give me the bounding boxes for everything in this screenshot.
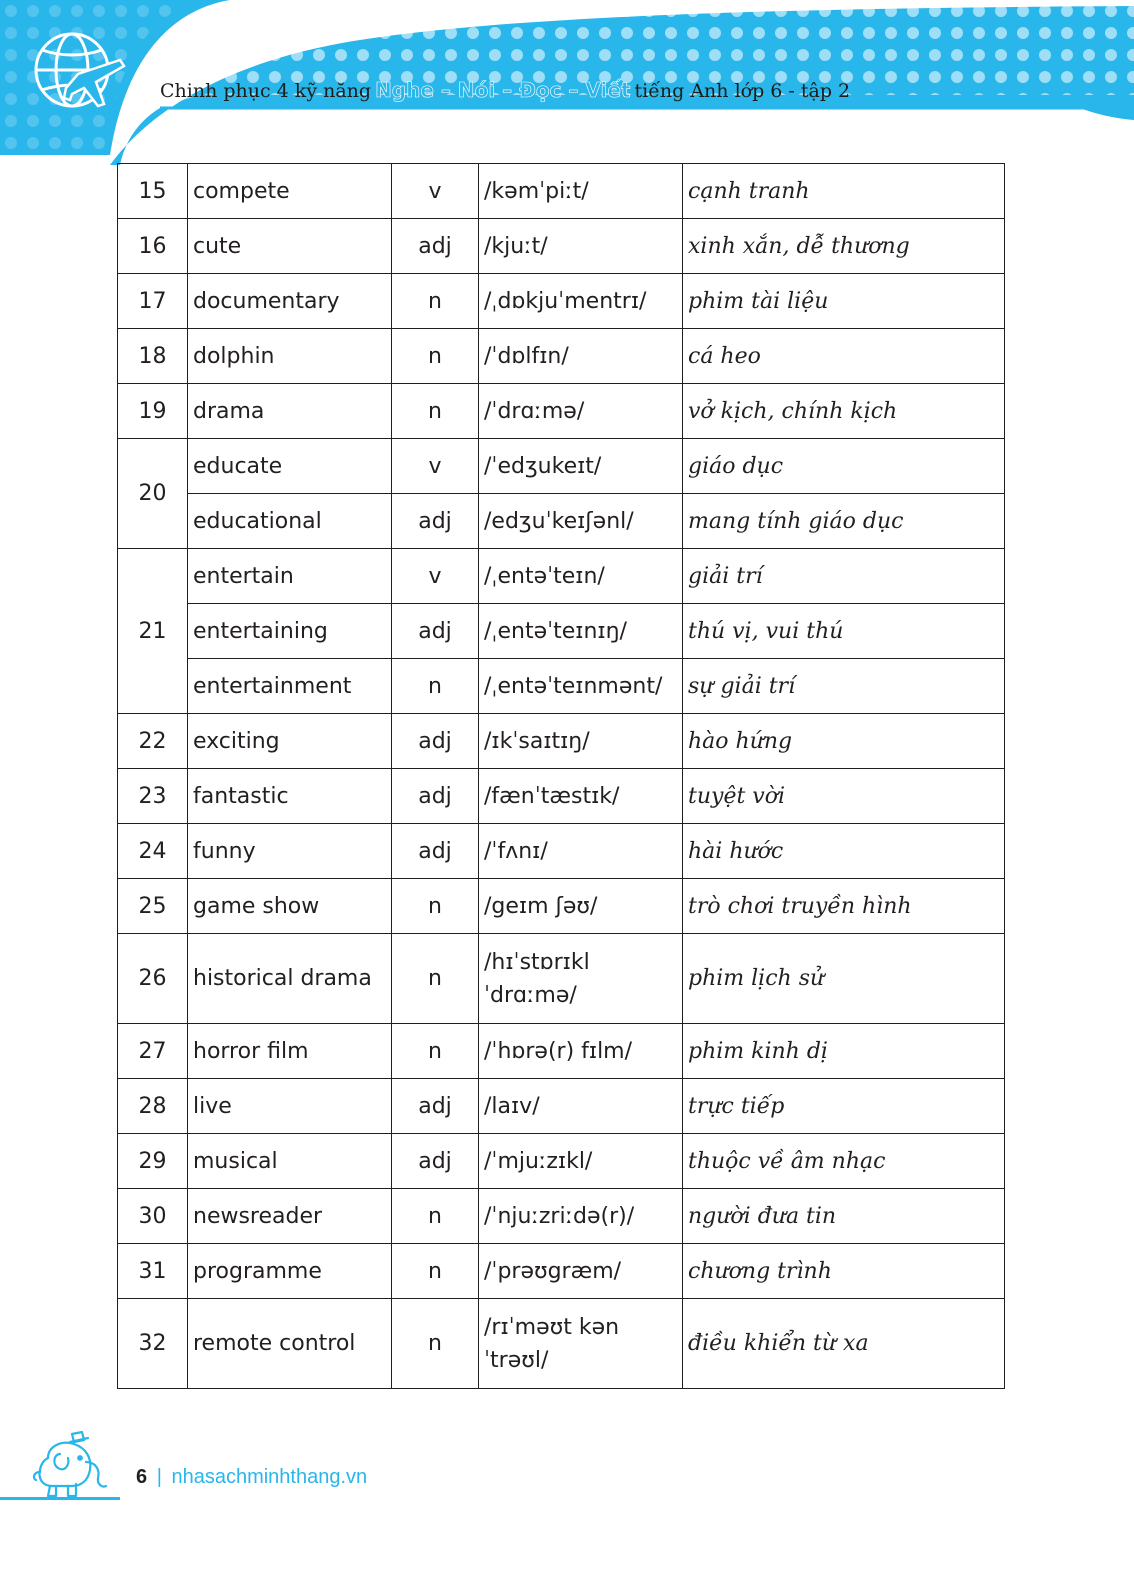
part-of-speech-cell: adj	[392, 219, 479, 274]
table-row	[118, 769, 1005, 824]
row-number: 26	[118, 934, 188, 1024]
pronunciation-cell: /ˈdrɑːmə/	[479, 384, 683, 439]
meaning-cell: phim kinh dị	[683, 1024, 1005, 1079]
page-number: 6	[136, 1466, 148, 1488]
table-row	[118, 714, 1005, 769]
word-cell: educate	[188, 439, 392, 494]
pronunciation-cell: /kəmˈpiːt/	[479, 164, 683, 219]
pronunciation-cell: /rɪˈməʊt kənˈtrəʊl/	[479, 1299, 683, 1389]
row-number: 19	[118, 384, 188, 439]
table-row	[118, 164, 1005, 219]
part-of-speech-cell: n	[392, 934, 479, 1024]
website-link[interactable]: nhasachminhthang.vn	[171, 1466, 368, 1488]
meaning-cell: phim lịch sử	[683, 934, 1005, 1024]
part-of-speech-cell: adj	[392, 769, 479, 824]
pronunciation-cell: /ˌentəˈteɪnmənt/	[479, 659, 683, 714]
meaning-cell: thuộc về âm nhạc	[683, 1134, 1005, 1189]
table-row	[118, 1134, 1005, 1189]
part-of-speech-cell: n	[392, 659, 479, 714]
row-number: 23	[118, 769, 188, 824]
table-row	[118, 934, 1005, 1024]
part-of-speech-cell: v	[392, 439, 479, 494]
table-row	[118, 494, 1005, 549]
pronunciation-cell: /ˈnjuːzriːdə(r)/	[479, 1189, 683, 1244]
row-number: 22	[118, 714, 188, 769]
footer-separator: |	[156, 1466, 162, 1488]
pronunciation-cell: /ˈdɒlfɪn/	[479, 329, 683, 384]
row-number: 20	[118, 439, 188, 549]
part-of-speech-cell: v	[392, 549, 479, 604]
pronunciation-cell: /kjuːt/	[479, 219, 683, 274]
word-cell: documentary	[188, 274, 392, 329]
row-number: 32	[118, 1299, 188, 1389]
meaning-cell: tuyệt vời	[683, 769, 1005, 824]
table-row	[118, 604, 1005, 659]
row-number: 31	[118, 1244, 188, 1299]
word-cell: exciting	[188, 714, 392, 769]
word-cell: live	[188, 1079, 392, 1134]
pronunciation-cell: /ˈfʌnɪ/	[479, 824, 683, 879]
meaning-cell: chương trình	[683, 1244, 1005, 1299]
word-cell: game show	[188, 879, 392, 934]
row-number: 27	[118, 1024, 188, 1079]
word-cell: entertainment	[188, 659, 392, 714]
part-of-speech-cell: n	[392, 1244, 479, 1299]
meaning-cell: sự giải trí	[683, 659, 1005, 714]
meaning-cell: hào hứng	[683, 714, 1005, 769]
footer-text	[136, 1466, 367, 1489]
meaning-cell: hài hước	[683, 824, 1005, 879]
word-cell: entertain	[188, 549, 392, 604]
part-of-speech-cell: adj	[392, 1079, 479, 1134]
table-row	[118, 1299, 1005, 1389]
meaning-cell: cạnh tranh	[683, 164, 1005, 219]
pronunciation-cell: /ˈmjuːzɪkl/	[479, 1134, 683, 1189]
word-cell: drama	[188, 384, 392, 439]
table-row	[118, 549, 1005, 604]
header-title-suffix: tiếng Anh lớp 6 - tập 2	[634, 80, 851, 102]
word-cell: remote control	[188, 1299, 392, 1389]
pronunciation-cell: /ˈprəʊgræm/	[479, 1244, 683, 1299]
word-cell: dolphin	[188, 329, 392, 384]
row-number: 28	[118, 1079, 188, 1134]
word-cell: newsreader	[188, 1189, 392, 1244]
part-of-speech-cell: v	[392, 164, 479, 219]
part-of-speech-cell: n	[392, 274, 479, 329]
pronunciation-cell: /ɪkˈsaɪtɪŋ/	[479, 714, 683, 769]
part-of-speech-cell: n	[392, 384, 479, 439]
part-of-speech-cell: adj	[392, 604, 479, 659]
part-of-speech-cell: n	[392, 1024, 479, 1079]
elephant-icon	[28, 1428, 110, 1500]
pronunciation-cell: /ˌentəˈteɪn/	[479, 549, 683, 604]
table-row	[118, 219, 1005, 274]
word-cell: historical drama	[188, 934, 392, 1024]
row-number: 25	[118, 879, 188, 934]
row-number: 30	[118, 1189, 188, 1244]
word-cell: cute	[188, 219, 392, 274]
pronunciation-cell: /ˈedʒukeɪt/	[479, 439, 683, 494]
row-number: 29	[118, 1134, 188, 1189]
meaning-cell: giáo dục	[683, 439, 1005, 494]
meaning-cell: phim tài liệu	[683, 274, 1005, 329]
pronunciation-cell: /geɪm ʃəʊ/	[479, 879, 683, 934]
table-row	[118, 879, 1005, 934]
pronunciation-cell: /ˌdɒkjuˈmentrɪ/	[479, 274, 683, 329]
part-of-speech-cell: adj	[392, 1134, 479, 1189]
part-of-speech-cell: n	[392, 329, 479, 384]
table-row	[118, 1079, 1005, 1134]
row-number: 24	[118, 824, 188, 879]
table-row	[118, 274, 1005, 329]
pronunciation-cell: /laɪv/	[479, 1079, 683, 1134]
part-of-speech-cell: n	[392, 1189, 479, 1244]
meaning-cell: điều khiển từ xa	[683, 1299, 1005, 1389]
pronunciation-cell: /ˌentəˈteɪnɪŋ/	[479, 604, 683, 659]
pronunciation-cell: /edʒuˈkeɪʃənl/	[479, 494, 683, 549]
part-of-speech-cell: n	[392, 879, 479, 934]
table-row	[118, 439, 1005, 494]
table-row	[118, 384, 1005, 439]
meaning-cell: thú vị, vui thú	[683, 604, 1005, 659]
header-title-prefix: Chinh phục 4 kỹ năng	[160, 80, 372, 102]
word-cell: musical	[188, 1134, 392, 1189]
word-cell: programme	[188, 1244, 392, 1299]
meaning-cell: cá heo	[683, 329, 1005, 384]
word-cell: horror film	[188, 1024, 392, 1079]
word-cell: educational	[188, 494, 392, 549]
meaning-cell: vở kịch, chính kịch	[683, 384, 1005, 439]
word-cell: compete	[188, 164, 392, 219]
table-row	[118, 824, 1005, 879]
pronunciation-cell: /ˈhɒrə(r) fɪlm/	[479, 1024, 683, 1079]
word-cell: funny	[188, 824, 392, 879]
row-number: 21	[118, 549, 188, 714]
row-number: 16	[118, 219, 188, 274]
table-row	[118, 1189, 1005, 1244]
word-cell: fantastic	[188, 769, 392, 824]
header-title	[160, 78, 850, 110]
meaning-cell: trực tiếp	[683, 1079, 1005, 1134]
vocabulary-table-body	[118, 164, 1005, 1389]
vocabulary-table	[117, 163, 1005, 1389]
meaning-cell: mang tính giáo dục	[683, 494, 1005, 549]
row-number: 15	[118, 164, 188, 219]
word-cell: entertaining	[188, 604, 392, 659]
part-of-speech-cell: adj	[392, 824, 479, 879]
row-number: 18	[118, 329, 188, 384]
header-title-highlight: Nghe – Nói – Đọc – Viết	[375, 78, 631, 102]
row-number: 17	[118, 274, 188, 329]
meaning-cell: giải trí	[683, 549, 1005, 604]
table-row	[118, 1024, 1005, 1079]
part-of-speech-cell: n	[392, 1299, 479, 1389]
meaning-cell: xinh xắn, dễ thương	[683, 219, 1005, 274]
meaning-cell: người đưa tin	[683, 1189, 1005, 1244]
pronunciation-cell: /fænˈtæstɪk/	[479, 769, 683, 824]
table-row	[118, 329, 1005, 384]
pronunciation-cell: /hɪˈstɒrɪkl ˈdrɑːmə/	[479, 934, 683, 1024]
meaning-cell: trò chơi truyền hình	[683, 879, 1005, 934]
table-row	[118, 659, 1005, 714]
part-of-speech-cell: adj	[392, 714, 479, 769]
part-of-speech-cell: adj	[392, 494, 479, 549]
table-row	[118, 1244, 1005, 1299]
